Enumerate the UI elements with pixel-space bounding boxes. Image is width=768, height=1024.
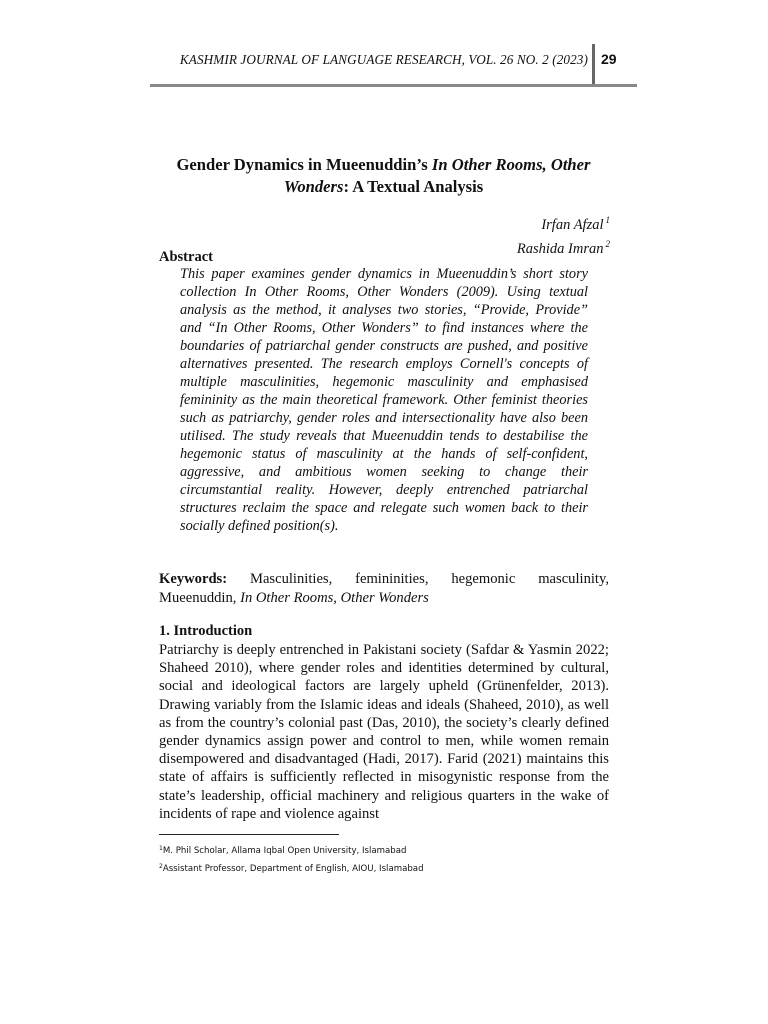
footnote-text: M. Phil Scholar, Allama Iqbal Open University, Islamabad	[162, 846, 407, 856]
author-footnote-mark: 2	[605, 239, 610, 249]
page-number: 29	[601, 51, 617, 67]
footnote-divider	[159, 834, 339, 835]
author-list	[517, 211, 610, 259]
keywords-label: Keywords:	[159, 571, 228, 587]
author-footnote-mark: 1	[605, 215, 610, 225]
section-heading-introduction: 1. Introduction	[159, 623, 253, 639]
author-name: Irfan Afzal	[541, 217, 604, 233]
keywords-list: Masculinities, femininities, hegemonic masculinity, Mueenuddin,	[159, 571, 609, 606]
author	[517, 235, 610, 259]
footnote-mark: 2	[159, 863, 163, 870]
keywords	[159, 570, 609, 607]
footnotes	[159, 841, 609, 877]
introduction-paragraph: Patriarchy is deeply entrenched in Pakistani society (Safdar & Yasmin 2022; Shaheed 2010), where gender roles and identities determined by cultural, social and ideological factors are largely upheld (Grünenfelder, 2013). Drawing variably from the Islamic ideas and ideals (Shaheed, 2010), as well as from the country’s colonial past (Das, 2010), the society’s clearly defined gender dynamics assign power and control to men, while women remain disempowered and disadvantaged (Hadi, 2017). Farid (2021) maintains this state of affairs is sufficiently reflected in misogynistic response from the state’s leadership, official machinery and religious quarters in the wake of incidents of rape and violence against	[159, 642, 609, 822]
running-header	[150, 44, 637, 88]
title-italic: In Other Rooms, Other Wonders	[283, 155, 591, 196]
author	[517, 211, 610, 235]
title-part2: : A Textual Analysis	[343, 177, 484, 196]
header-vertical-rule	[592, 44, 595, 85]
footnote-text: Assistant Professor, Department of English, AIOU, Islamabad	[162, 864, 424, 874]
header-horizontal-rule	[150, 84, 637, 87]
abstract-heading: Abstract	[159, 249, 213, 265]
author-name: Rashida Imran	[516, 241, 604, 257]
footnote	[159, 859, 609, 877]
keywords-italic: In Other Rooms, Other Wonders	[240, 589, 429, 606]
footnote	[159, 841, 609, 859]
journal-title: KASHMIR JOURNAL OF LANGUAGE RESEARCH, VOL. 26 NO. 2 (2023)	[179, 52, 588, 67]
abstract-text: This paper examines gender dynamics in Mueenuddin’s short story collection In Other Rooms, Other Wonders (2009). Using textual analysis as the method, it analyses two stories, “Provide, Provide” and “In Other Rooms, Other Wonders” to find instances where the boundaries of patriarchal gender constructs are pushed, and positive alternatives presented. The research employs Cornell's concepts of multiple masculinities, hegemonic masculinity and emphasised femininity as the main theoretical framework. Other feminist theories such as patriarchy, gender roles and intersectionality have also been utilised. The study reveals that Mueenuddin tends to destabilise the hegemonic status of masculinity at the hands of self-confident, aggressive, and ambitious women seeking to change their circumstantial reality. However, deeply entrenched patriarchal structures reclaim the space and relegate such women back to their socially defined position(s).	[180, 266, 588, 534]
title-part1: Gender Dynamics in Mueenuddin’s	[176, 155, 432, 174]
footnote-mark: 1	[159, 845, 163, 852]
paper-title	[150, 154, 617, 198]
